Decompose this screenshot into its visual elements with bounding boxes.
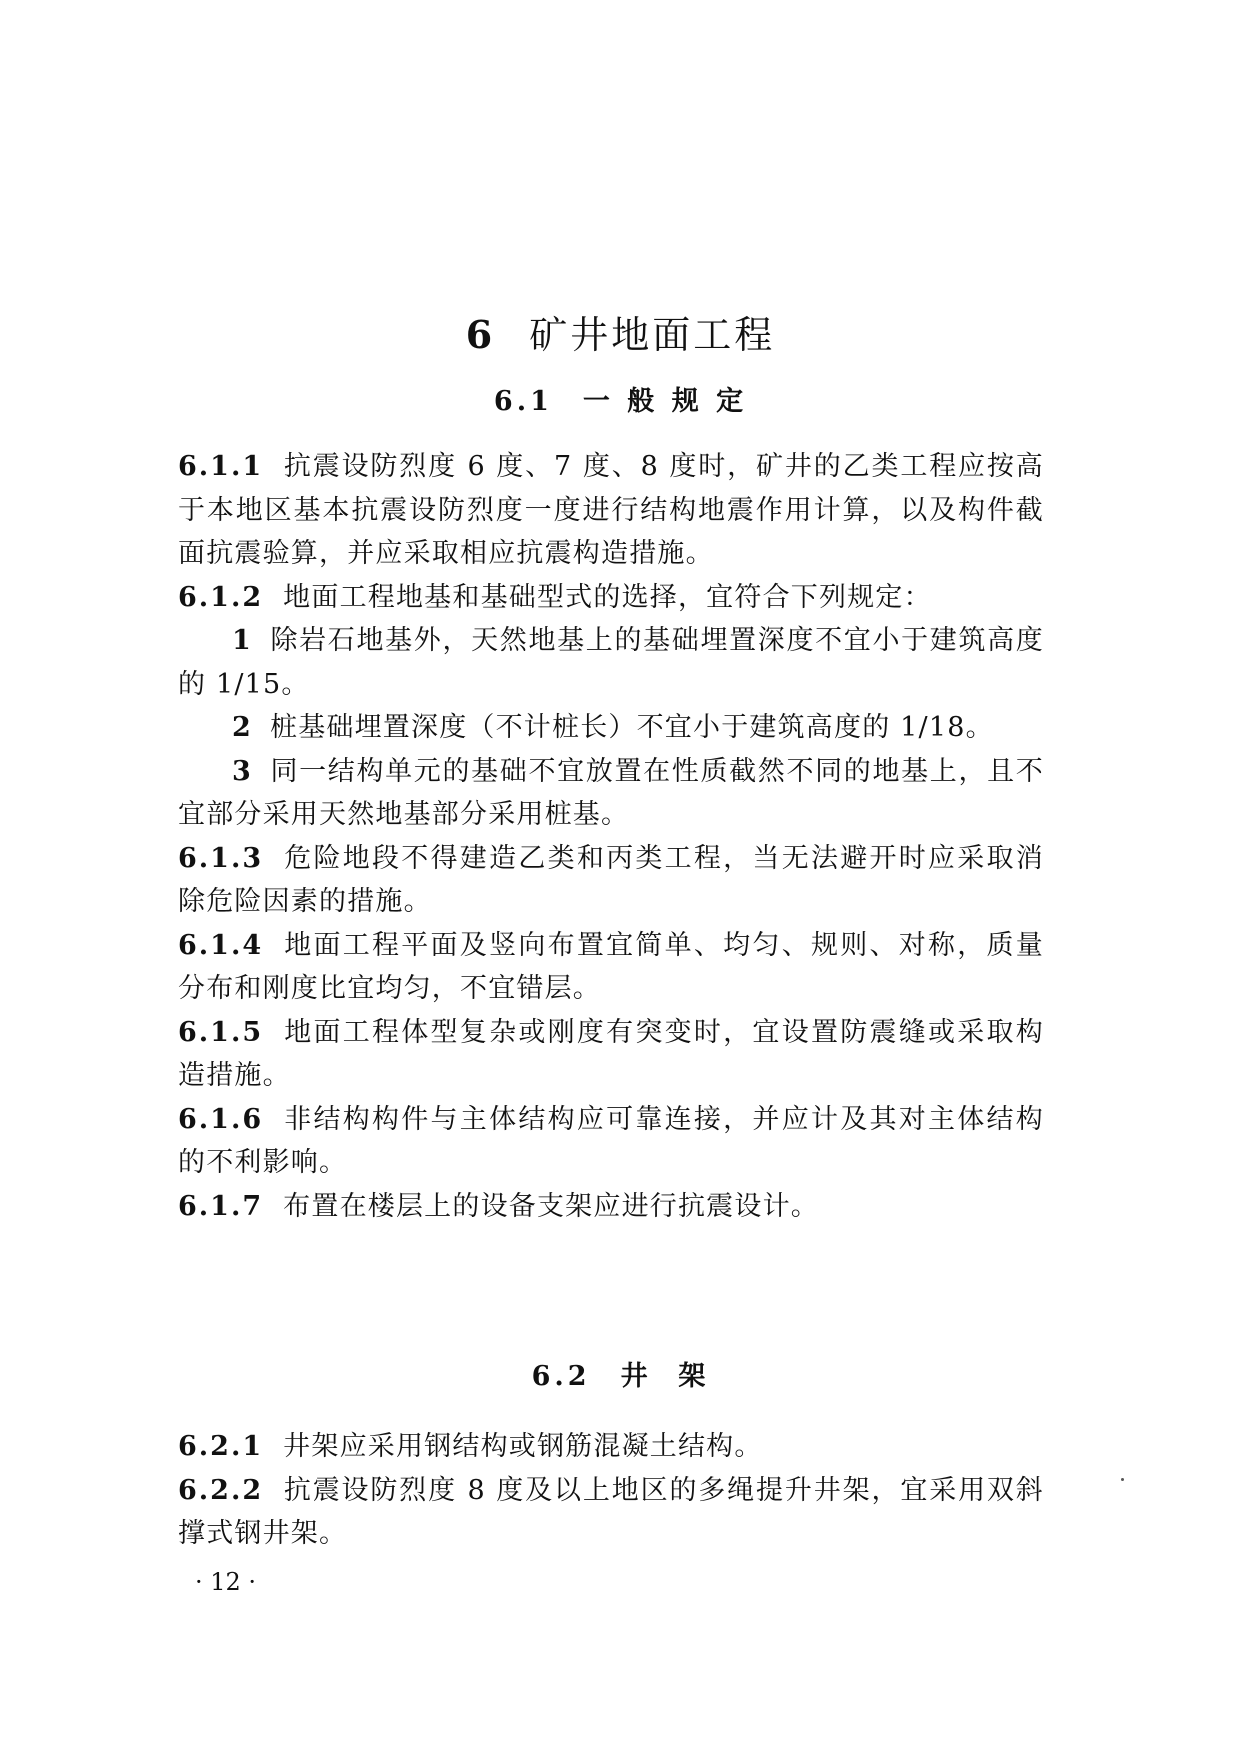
chapter-number: 6 <box>465 312 496 357</box>
clause-text: 地面工程地基和基础型式的选择，宜符合下列规定： <box>283 581 932 613</box>
section-title-6-1 <box>0 380 1241 424</box>
chapter-title-text: 矿井地面工程 <box>529 313 776 357</box>
clause-6-1-3 <box>178 837 1044 924</box>
section-title-text: 一 般 规 定 <box>582 386 748 417</box>
section-title-6-2 <box>0 1355 1241 1399</box>
clause-text: 布置在楼层上的设备支架应进行抗震设计。 <box>283 1190 819 1222</box>
clause-text: 危险地段不得建造乙类和丙类工程，当无法避开时应采取消除危险因素的措施。 <box>178 842 1044 917</box>
clause-6-2-1 <box>178 1425 1044 1469</box>
clause-number: 6.1.1 <box>178 451 264 482</box>
item-text: 除岩石地基外，天然地基上的基础埋置深度不宜小于建筑高度的 1/15。 <box>178 625 1044 700</box>
clause-6-1-1 <box>178 445 1044 576</box>
section-title-text: 井 架 <box>620 1361 710 1392</box>
clause-text: 非结构构件与主体结构应可靠连接，并应计及其对主体结构的不利影响。 <box>178 1103 1044 1178</box>
clause-number: 6.1.2 <box>178 581 264 613</box>
clause-6-1-7 <box>178 1185 1044 1229</box>
clause-6-2-2 <box>178 1469 1044 1556</box>
section-6-2-body <box>178 1425 1044 1556</box>
clause-number: 6.1.7 <box>178 1190 264 1222</box>
item-text: 同一结构单元的基础不宜放置在性质截然不同的地基上，且不宜部分采用天然地基部分采用桩基。 <box>178 755 1044 830</box>
section-6-1-body <box>178 445 1044 1228</box>
item-number: 1 <box>232 625 252 656</box>
clause-number: 6.1.6 <box>178 1103 264 1135</box>
clause-text: 地面工程体型复杂或刚度有突变时，宜设置防震缝或采取构造措施。 <box>178 1016 1044 1091</box>
clause-6-1-6 <box>178 1098 1044 1185</box>
clause-number: 6.1.3 <box>178 842 264 874</box>
scan-speck <box>1121 1478 1124 1481</box>
clause-number: 6.2.2 <box>178 1474 264 1506</box>
item-number: 3 <box>232 755 252 787</box>
chapter-title <box>0 305 1241 365</box>
clause-number: 6.2.1 <box>178 1431 264 1462</box>
clause-text: 井架应采用钢结构或钢筋混凝土结构。 <box>283 1431 763 1462</box>
item-number: 2 <box>232 712 252 743</box>
clause-6-1-2 <box>178 576 1044 620</box>
item-text: 桩基础埋置深度（不计桩长）不宜小于建筑高度的 1/18。 <box>270 712 994 743</box>
section-number: 6.1 <box>493 386 553 417</box>
page-number: · 12 · <box>195 1568 257 1596</box>
clause-text: 抗震设防烈度 8 度及以上地区的多绳提升井架，宜采用双斜撑式钢井架。 <box>178 1474 1044 1549</box>
section-number: 6.2 <box>531 1361 591 1392</box>
clause-6-1-2-item-3 <box>178 750 1044 837</box>
clause-number: 6.1.4 <box>178 929 264 961</box>
clause-6-1-2-item-1 <box>178 619 1044 706</box>
clause-6-1-5 <box>178 1011 1044 1098</box>
clause-text: 抗震设防烈度 6 度、7 度、8 度时，矿井的乙类工程应按高于本地区基本抗震设防烈度一度进行结构地震作用计算，以及构件截面抗震验算，并应采取相应抗震构造措施。 <box>178 451 1044 569</box>
clause-6-1-4 <box>178 924 1044 1011</box>
clause-number: 6.1.5 <box>178 1016 264 1048</box>
clause-text: 地面工程平面及竖向布置宜简单、均匀、规则、对称，质量分布和刚度比宜均匀，不宜错层。 <box>178 929 1044 1004</box>
clause-6-1-2-item-2 <box>178 706 1044 750</box>
